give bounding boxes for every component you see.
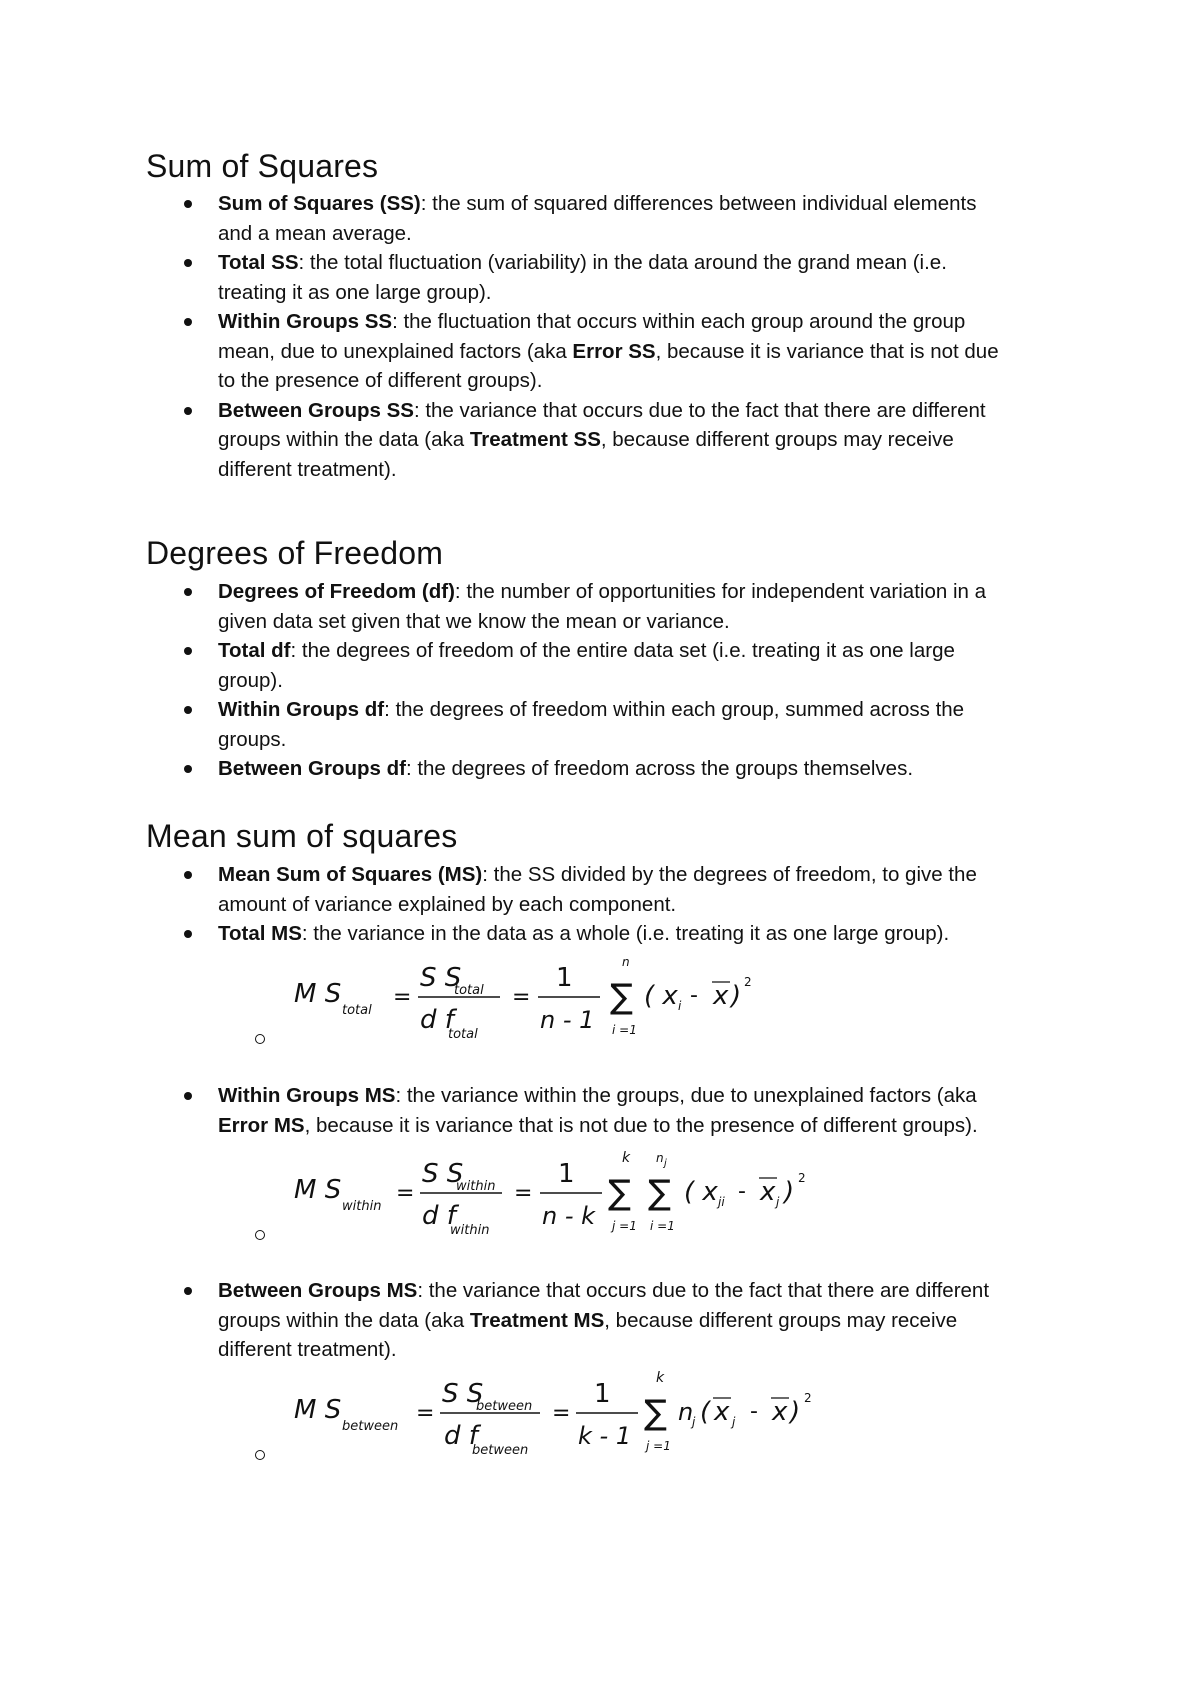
- term: Sum of Squares (SS): [218, 192, 421, 215]
- equals-sign: =: [512, 985, 531, 1010]
- degrees-of-freedom-list: [176, 577, 1076, 784]
- text: : the degrees of freedom of the entire data set (i.e. treating it as one large: [290, 639, 955, 662]
- formula-subscript: j: [664, 1158, 667, 1169]
- formula-text: j =1: [612, 1219, 637, 1233]
- mean-sum-of-squares-list-1: [176, 860, 1076, 949]
- formula-text: M S: [294, 1395, 342, 1425]
- formula-subscript: between: [472, 1443, 529, 1458]
- list-item: [176, 248, 1076, 307]
- formula-text: n - 1: [540, 1006, 595, 1034]
- formula-text: 2: [804, 1391, 812, 1405]
- text: , because it is variance that is not due to the presence of different groups).: [304, 1113, 978, 1137]
- formula-text: n: [678, 1398, 694, 1426]
- text: : the degrees of freedom across the groups themselves.: [405, 757, 914, 780]
- formula-text: n: [656, 1151, 664, 1165]
- text: : the number of opportunities for independent variation in a: [454, 580, 986, 603]
- text: amount of variance explained by each component.: [218, 892, 677, 916]
- formula-text: j =1: [646, 1439, 671, 1453]
- formula-text: -: [750, 1399, 758, 1424]
- bullet-icon: [184, 407, 192, 415]
- formula-text: ): [731, 981, 742, 1011]
- formula-subscript: total: [448, 1027, 478, 1042]
- list-item: [176, 1081, 1076, 1140]
- formula-text: x: [713, 981, 729, 1011]
- list-item: [176, 754, 1076, 784]
- formula-text: d f: [422, 1201, 456, 1231]
- list-item: [176, 636, 1076, 695]
- bullet-icon: [184, 930, 192, 938]
- heading-sum-of-squares: Sum of Squares: [146, 148, 379, 184]
- bullet-icon: [184, 259, 192, 267]
- formula-text: d f: [444, 1421, 478, 1451]
- sub-bullet-icon: [255, 1230, 265, 1240]
- term: Treatment SS: [469, 428, 601, 451]
- text: : the variance in the data as a whole (i.e. treating it as one large group).: [301, 922, 950, 945]
- formula-text: ( x: [644, 981, 678, 1011]
- formula-subscript: j: [692, 1415, 696, 1429]
- equals-sign: =: [416, 1401, 435, 1426]
- text: , because different groups may receive: [604, 1308, 958, 1332]
- formula-subscript: between: [476, 1399, 533, 1414]
- formula-text: M S: [294, 1175, 342, 1205]
- text: : the variance that occurs due to the fact that there are different: [413, 398, 986, 422]
- formula-subscript: ji: [718, 1195, 725, 1209]
- term: Between Groups df: [218, 757, 406, 780]
- formula-text: S S: [422, 1159, 464, 1189]
- formula-text: -: [690, 983, 698, 1008]
- text: groups within the data (aka: [218, 1308, 470, 1332]
- term: Error MS: [218, 1113, 305, 1137]
- list-item: [176, 396, 1076, 485]
- list-item: [176, 1276, 1076, 1365]
- term: Within Groups MS: [218, 1084, 396, 1107]
- mean-sum-of-squares-list-2: [176, 1081, 1076, 1140]
- formula-text: k: [656, 1370, 665, 1386]
- heading-mean-sum-of-squares: Mean sum of squares: [146, 818, 458, 854]
- sigma-icon: ∑: [608, 1173, 631, 1213]
- formula-ms-between: [250, 1368, 830, 1464]
- formula-subscript: within: [456, 1179, 496, 1194]
- term: Within Groups SS: [218, 310, 393, 333]
- formula-text: d f: [420, 1005, 454, 1035]
- bullet-icon: [184, 1287, 192, 1295]
- text: different treatment).: [218, 457, 397, 481]
- formula-text: x: [760, 1177, 776, 1207]
- text: groups within the data (aka: [218, 428, 470, 451]
- term: Total df: [218, 639, 291, 662]
- text: groups.: [218, 727, 287, 751]
- list-item: [176, 307, 1076, 396]
- text: : the variance that occurs due to the fact that there are different: [417, 1279, 990, 1302]
- list-item: [176, 860, 1076, 919]
- formula-text: (: [700, 1397, 711, 1427]
- text: different treatment).: [218, 1338, 397, 1361]
- list-item: [176, 919, 1076, 949]
- formula-text: i =1: [612, 1023, 637, 1037]
- equals-sign: =: [552, 1401, 571, 1426]
- formula-text: ( x: [684, 1177, 718, 1207]
- text: , because it is variance that is not due: [655, 339, 999, 363]
- text: given data set given that we know the mean or variance.: [218, 609, 730, 633]
- text: : the total fluctuation (variability) in the data around the grand mean (i.e.: [298, 251, 947, 274]
- formula-subscript: within: [450, 1223, 490, 1238]
- list-item: [176, 695, 1076, 754]
- sub-bullet-icon: [255, 1034, 265, 1044]
- text: : the fluctuation that occurs within each group around the group: [392, 310, 966, 333]
- formula-subscript: between: [342, 1419, 399, 1434]
- formula-text: n: [622, 955, 630, 969]
- formula-text: -: [738, 1179, 746, 1204]
- sigma-icon: ∑: [610, 977, 633, 1017]
- formula-text: S S: [420, 963, 462, 993]
- formula-text: 1: [556, 963, 573, 993]
- formula-text: 2: [798, 1171, 806, 1185]
- formula-ms-total: [250, 952, 770, 1048]
- bullet-icon: [184, 706, 192, 714]
- text: : the degrees of freedom within each group, summed across the: [384, 698, 965, 721]
- text: mean, due to unexplained factors (aka: [218, 339, 573, 363]
- term: Degrees of Freedom (df): [218, 580, 455, 603]
- formula-text: M S: [294, 979, 342, 1009]
- formula-text: ): [784, 1177, 795, 1207]
- text: to the presence of different groups).: [218, 369, 543, 392]
- term: Total MS: [218, 922, 302, 945]
- term: Total SS: [218, 251, 299, 274]
- term: Mean Sum of Squares (MS): [218, 863, 483, 886]
- bullet-icon: [184, 318, 192, 326]
- term: Between Groups SS: [218, 398, 414, 422]
- bullet-icon: [184, 200, 192, 208]
- formula-ms-within: [250, 1148, 830, 1244]
- formula-text: x: [714, 1397, 730, 1427]
- formula-text: k - 1: [578, 1422, 632, 1450]
- text: group).: [218, 668, 283, 692]
- formula-subscript: i: [678, 999, 682, 1013]
- list-item: [176, 577, 1076, 636]
- formula-subscript: j: [732, 1415, 736, 1429]
- formula-text: ): [790, 1397, 801, 1427]
- mean-sum-of-squares-list-3: [176, 1276, 1076, 1365]
- formula-text: i =1: [650, 1219, 675, 1233]
- text: : the variance within the groups, due to unexplained factors (aka: [395, 1084, 977, 1107]
- formula-subscript: within: [342, 1199, 382, 1214]
- term: Treatment MS: [469, 1308, 605, 1332]
- equals-sign: =: [396, 1181, 415, 1206]
- bullet-icon: [184, 1092, 192, 1100]
- formula-text: S S: [442, 1379, 484, 1409]
- term: Within Groups df: [218, 698, 385, 721]
- bullet-icon: [184, 871, 192, 879]
- term: Error SS: [572, 339, 656, 363]
- text: : the sum of squared differences between individual elements: [420, 192, 977, 215]
- text: : the SS divided by the degrees of freedom, to give the: [482, 863, 977, 886]
- formula-subscript: total: [342, 1003, 372, 1018]
- formula-subscript: j: [776, 1195, 780, 1209]
- formula-text: 2: [744, 975, 752, 989]
- sigma-icon: ∑: [644, 1393, 667, 1433]
- equals-sign: =: [514, 1181, 533, 1206]
- bullet-icon: [184, 647, 192, 655]
- formula-text: 1: [558, 1159, 575, 1189]
- formula-text: x: [772, 1397, 788, 1427]
- heading-degrees-of-freedom: Degrees of Freedom: [146, 535, 444, 571]
- bullet-icon: [184, 588, 192, 596]
- sub-bullet-icon: [255, 1450, 265, 1460]
- formula-text: 1: [594, 1379, 611, 1409]
- text: and a mean average.: [218, 221, 412, 245]
- term: Between Groups MS: [218, 1279, 418, 1302]
- formula-text: n - k: [542, 1202, 596, 1230]
- formula-text: k: [622, 1150, 631, 1166]
- text: treating it as one large group).: [218, 280, 492, 304]
- text: , because different groups may receive: [600, 428, 954, 451]
- sum-of-squares-list: [176, 189, 1076, 484]
- formula-subscript: total: [454, 983, 484, 998]
- list-item: [176, 189, 1076, 248]
- bullet-icon: [184, 765, 192, 773]
- sigma-icon: ∑: [648, 1173, 671, 1213]
- equals-sign: =: [393, 985, 412, 1010]
